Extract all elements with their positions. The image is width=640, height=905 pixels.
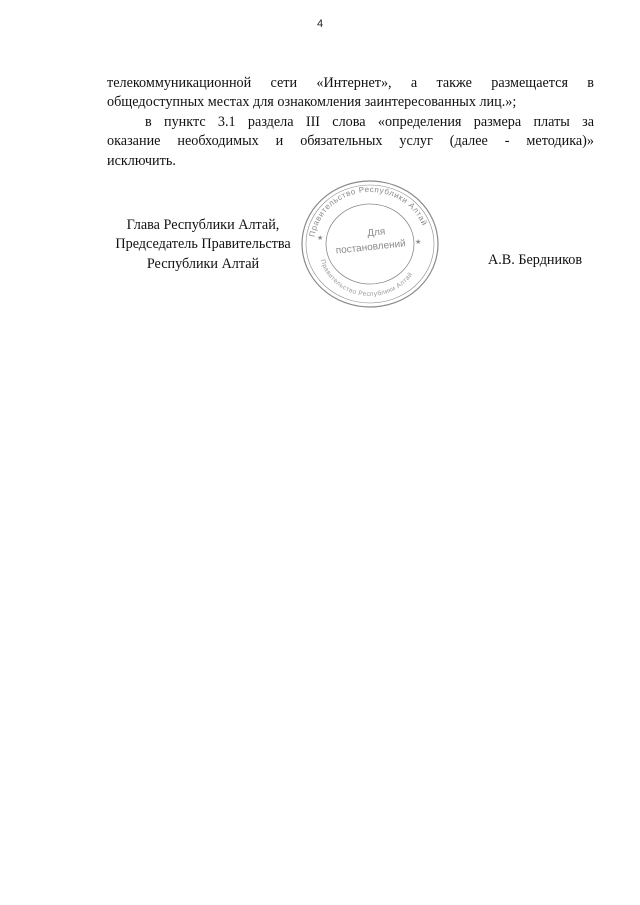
page-number: 4 [316,18,324,30]
signatory-name: А.В. Бердников [488,252,583,268]
paragraph-line: общедоступных местах для ознакомления заинтересованных лиц.»; [107,94,517,111]
signatory-title-line: Председатель Правительства [115,236,291,253]
paragraph-line: исключить. [107,152,176,169]
official-seal [299,178,441,310]
svg-text:★: ★ [415,239,422,246]
paragraph-line: телекоммуникационной сети «Интернет», а также размещается в [107,75,594,91]
document-body [107,74,594,171]
svg-text:★: ★ [317,235,324,242]
seal-icon [299,178,441,310]
svg-text:Правительство Республики Алтай: Правительство Республики Алтай [318,258,415,299]
seal-inner-text: постановлений [335,238,407,257]
seal-inner-text: Для [366,226,386,240]
signatory-title-line: Республики Алтай [146,255,260,272]
signatory-title [107,216,299,274]
paragraph-line: оказание необходимых и обязательных услуг (далее - методика)» [107,133,594,150]
seal-outer-text: Правительство Республики Алтай [307,184,430,238]
signatory-title-line: Глава Республики Алтай, [126,217,280,233]
paragraph-line: в пунктс 3.1 раздела III слова «определения размера платы за [145,113,594,130]
